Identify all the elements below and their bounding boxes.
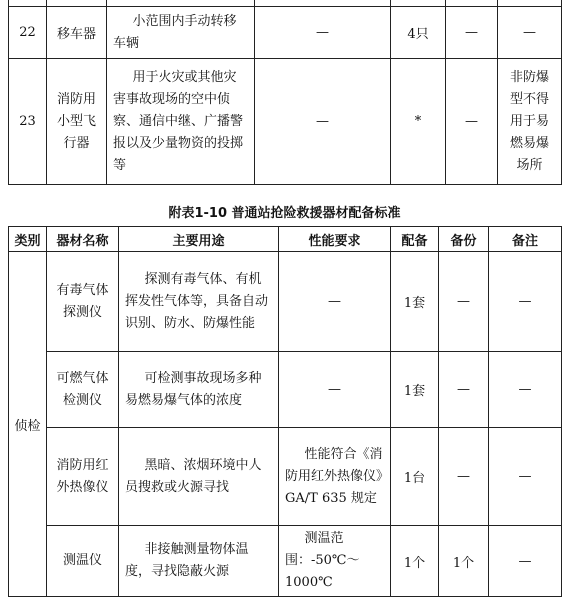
performance: — bbox=[279, 252, 391, 352]
equipment-name: 有毒气体探测仪 bbox=[47, 252, 119, 352]
performance: 性能符合《消防用红外热像仪》GA/T 635 规定 bbox=[279, 428, 391, 526]
header-performance: 性能要求 bbox=[279, 227, 391, 252]
backup-count: — bbox=[439, 252, 489, 352]
equipment-name: 可燃气体检测仪 bbox=[47, 352, 119, 428]
equipment-name: 消防用红外热像仪 bbox=[47, 428, 119, 526]
main-use: 探测有毒气体、有机挥发性气体等，具备自动识别、防水、防爆性能 bbox=[119, 252, 279, 352]
table-row bbox=[9, 526, 562, 597]
top-table bbox=[8, 0, 562, 185]
config-count: 1套 bbox=[391, 352, 439, 428]
main-use: 小范围内手动转移车辆 bbox=[107, 7, 255, 59]
table-row bbox=[9, 59, 562, 185]
performance: 测温范围：-50℃～1000℃ bbox=[279, 526, 391, 597]
backup-count: — bbox=[439, 428, 489, 526]
note: — bbox=[489, 352, 562, 428]
backup-count: — bbox=[446, 59, 498, 185]
row-number: 22 bbox=[9, 7, 47, 59]
config-count: 4只 bbox=[391, 7, 446, 59]
backup-count: — bbox=[439, 352, 489, 428]
header-category: 类别 bbox=[9, 227, 47, 252]
header-row bbox=[9, 227, 562, 252]
config-count: 1套 bbox=[391, 252, 439, 352]
main-use: 非接触测量物体温度，寻找隐蔽火源 bbox=[119, 526, 279, 597]
note: 非防爆型不得用于易燃易爆场所 bbox=[498, 59, 562, 185]
note: — bbox=[489, 526, 562, 597]
note: — bbox=[489, 428, 562, 526]
backup-count: — bbox=[446, 7, 498, 59]
header-use: 主要用途 bbox=[119, 227, 279, 252]
backup-count: 1个 bbox=[439, 526, 489, 597]
category-cell: 侦检 bbox=[9, 252, 47, 597]
equipment-name: 测温仪 bbox=[47, 526, 119, 597]
note: — bbox=[489, 252, 562, 352]
table-caption: 附表1-10 普通站抢险救援器材配备标准 bbox=[168, 206, 401, 221]
header-backup: 备份 bbox=[439, 227, 489, 252]
performance: — bbox=[255, 7, 391, 59]
header-config: 配备 bbox=[391, 227, 439, 252]
header-note: 备注 bbox=[489, 227, 562, 252]
table-row bbox=[9, 7, 562, 59]
row-number: 23 bbox=[9, 59, 47, 185]
table-row bbox=[9, 352, 562, 428]
main-use: 用于火灾或其他灾害事故现场的空中侦察、通信中继、广播警报以及少量物资的投掷等 bbox=[107, 59, 255, 185]
note: — bbox=[498, 7, 562, 59]
main-use: 黑暗、浓烟环境中人员搜救或火源寻找 bbox=[119, 428, 279, 526]
header-name: 器材名称 bbox=[47, 227, 119, 252]
performance: — bbox=[279, 352, 391, 428]
equipment-table bbox=[8, 226, 562, 597]
table-row bbox=[9, 428, 562, 526]
equipment-name: 移车器 bbox=[47, 7, 107, 59]
config-count: 1个 bbox=[391, 526, 439, 597]
config-count: 1台 bbox=[391, 428, 439, 526]
performance: — bbox=[255, 59, 391, 185]
config-count: * bbox=[391, 59, 446, 185]
equipment-name: 消防用小型飞行器 bbox=[47, 59, 107, 185]
main-use: 可检测事故现场多种易燃易爆气体的浓度 bbox=[119, 352, 279, 428]
table-row bbox=[9, 252, 562, 352]
